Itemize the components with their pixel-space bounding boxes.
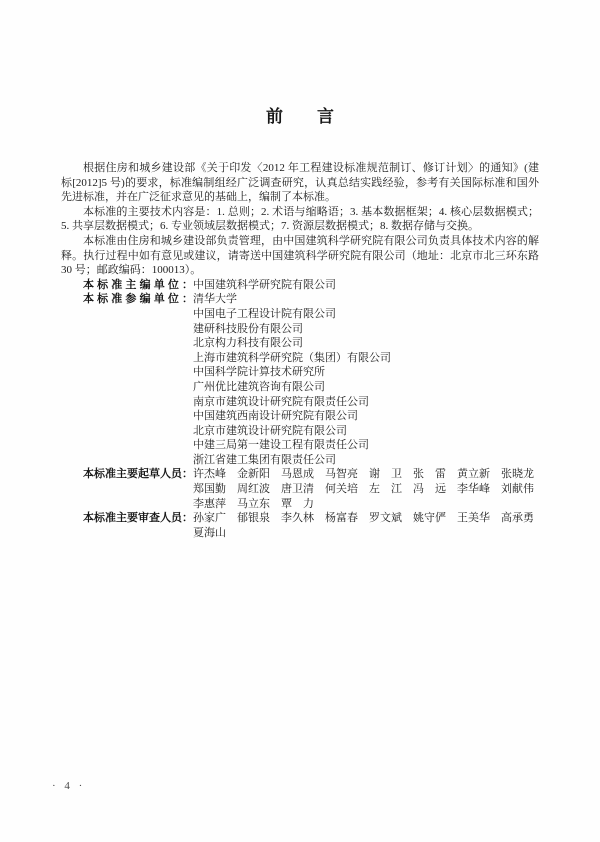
- chief-editor-value: 中国建筑科学研究院有限公司: [193, 278, 336, 291]
- person-name: 杨富春: [325, 512, 358, 525]
- participant-org: 中国建筑西南设计研究院有限公司: [193, 410, 358, 423]
- participant-org: 广州优比建筑咨询有限公司: [193, 380, 325, 393]
- person-name: 何关培: [325, 483, 358, 496]
- reviewers-row: [83, 511, 539, 540]
- reviewers-names: [193, 511, 539, 540]
- chief-editor-row: [83, 278, 539, 293]
- person-name: 李惠萍: [193, 497, 226, 510]
- person-name: 郁银泉: [237, 512, 270, 525]
- participants-row: [83, 292, 539, 307]
- person-name: 郑国勤: [193, 483, 226, 496]
- person-name: 左 江: [369, 483, 402, 496]
- person-name: 冯 远: [413, 483, 446, 496]
- participant-org: 北京构力科技有限公司: [193, 337, 303, 350]
- participant-org: 建研科技股份有限公司: [193, 322, 303, 335]
- person-name: 夏海山: [193, 526, 226, 539]
- reviewers-names-row: [193, 511, 539, 526]
- person-name: 孙家广: [193, 512, 226, 525]
- participant-org-list: [193, 307, 539, 468]
- drafters-names-row: [193, 482, 539, 497]
- participant-org: 中国电子工程设计院有限公司: [193, 307, 336, 320]
- drafters-names-row: [193, 497, 539, 512]
- person-name: 黄立新: [457, 468, 490, 481]
- person-name: 马恩成: [281, 468, 314, 481]
- page-number: · 4 ·: [52, 780, 86, 793]
- participant-org: 南京市建筑设计研究院有限责任公司: [193, 395, 369, 408]
- drafters-label: 本标准主要起草人员：: [83, 468, 193, 481]
- person-name: 覃 力: [281, 497, 314, 510]
- person-name: 高承勇: [501, 512, 534, 525]
- person-name: 许杰峰: [193, 468, 226, 481]
- participant-org: 浙江省建工集团有限责任公司: [193, 453, 336, 466]
- chief-editor-label: 本标准主编单位：: [83, 278, 193, 291]
- person-name: 刘献伟: [501, 483, 534, 496]
- participant-org: 上海市建筑科学研究院（集团）有限公司: [193, 351, 391, 364]
- person-name: 王美华: [457, 512, 490, 525]
- paragraph-contents: 本标准的主要技术内容是：1. 总则；2. 术语与缩略语；3. 基本数据框架；4. 核心层数据模式；5. 共享层数据模式；6. 专业领域层数据模式；7. 资源层数据模式；8. 数据存储与交换。: [61, 205, 539, 233]
- paragraph-basis: 根据住房和城乡建设部《关于印发〈2012 年工程建设标准规范制订、修订计划〉的通知》(建标[2012]5 号)的要求，标准编制组经广泛调查研究，认真总结实践经验，参考有关国际标准和国外先进标准，并在广泛征求意见的基础上，编制了本标准。: [61, 162, 539, 204]
- person-name: 马立东: [237, 497, 270, 510]
- participant-org: 中建三局第一建设工程有限责任公司: [193, 439, 369, 452]
- person-name: 张晓龙: [501, 468, 534, 481]
- drafters-row: [83, 467, 539, 511]
- person-name: 唐卫清: [281, 483, 314, 496]
- page-content: [0, 128, 600, 540]
- participant-org: 中国科学院计算技术研究所: [193, 366, 325, 379]
- page-title: 前 言: [266, 107, 334, 126]
- person-name: 罗文斌: [369, 512, 402, 525]
- person-name: 李华峰: [457, 483, 490, 496]
- reviewers-label: 本标准主要审查人员：: [83, 512, 193, 525]
- participants-label: 本标准参编单位：: [83, 293, 193, 306]
- person-name: 姚守俨: [413, 512, 446, 525]
- participant-org: 清华大学: [193, 293, 237, 306]
- participant-org: 北京市建筑设计研究院有限公司: [193, 424, 347, 437]
- person-name: 马智亮: [325, 468, 358, 481]
- person-name: 张 雷: [413, 468, 446, 481]
- person-name: 周红波: [237, 483, 270, 496]
- drafters-names-row: [193, 467, 539, 482]
- person-name: 谢 卫: [369, 468, 402, 481]
- paragraph-management: 本标准由住房和城乡建设部负责管理，由中国建筑科学研究院有限公司负责具体技术内容的解释。执行过程中如有意见或建议，请寄送中国建筑科学研究院有限公司（地址：北京市北三环东路30 号；邮政编码：100013）。: [61, 234, 539, 277]
- person-name: 李久林: [281, 512, 314, 525]
- reviewers-names-row: [193, 526, 539, 541]
- drafters-names: [193, 467, 539, 511]
- person-name: 金新阳: [237, 468, 270, 481]
